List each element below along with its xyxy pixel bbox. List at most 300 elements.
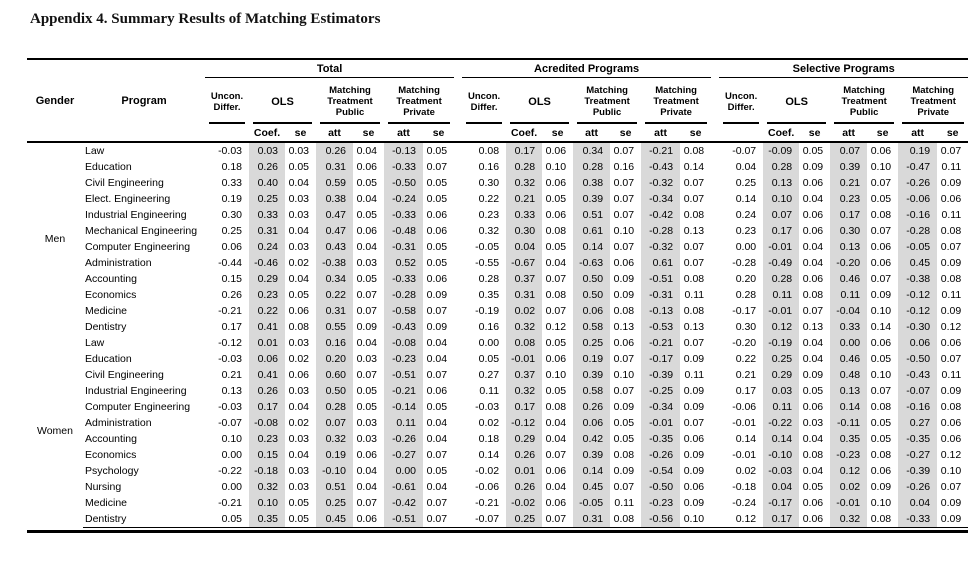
- total-matching-public-att-value: 0.25: [316, 495, 353, 511]
- selective-ols-coef-value: 0.28: [763, 271, 799, 287]
- program-label: Mechanical Engineering: [85, 225, 198, 237]
- selective-matching-private-att-value: -0.26: [898, 175, 937, 191]
- selective-ols-coef-value: -0.03: [763, 463, 799, 479]
- acredited-matching-private-att-value: -0.28: [641, 223, 680, 239]
- selective-matching-private-se-value: 0.07: [940, 241, 962, 253]
- column-gap: [711, 399, 719, 415]
- total-uncon-differ-value: -0.12: [218, 337, 242, 349]
- selective-matching-private-se-value: 0.09: [940, 177, 962, 189]
- total-matching-public-se-value: 0.05: [356, 209, 377, 221]
- total-matching-private-se-value: 0.07: [426, 305, 448, 317]
- total-ols-se-value: 0.03: [288, 209, 309, 221]
- total-ols-se-value: 0.08: [288, 321, 309, 333]
- acredited-matching-public-se-value: 0.07: [613, 145, 635, 157]
- total-ols-coef-value: 0.26: [249, 159, 285, 175]
- acredited-ols-se-value: 0.08: [545, 401, 567, 413]
- acredited-ols-se-value: 0.06: [545, 353, 567, 365]
- acredited-matching-public-se-value: 0.09: [613, 465, 635, 477]
- acredited-matching-public-att-value: 0.31: [573, 511, 610, 528]
- column-gap: [711, 303, 719, 319]
- acredited-matching-private-se-value: 0.13: [683, 225, 705, 237]
- selective-ols-coef-value: 0.11: [763, 287, 799, 303]
- selective-matching-public-att-value: 0.02: [830, 479, 867, 495]
- total-ols-se-value: 0.03: [288, 433, 309, 445]
- table-row: [27, 223, 968, 239]
- selective-matching-private-att-value: -0.16: [898, 207, 937, 223]
- program-label: Education: [85, 161, 132, 173]
- total-ols-se-value: 0.02: [288, 417, 309, 429]
- acredited-matching-private-se-value: 0.08: [683, 273, 705, 285]
- column-gap: [454, 223, 462, 239]
- total-matching-public-se-value: 0.04: [356, 145, 377, 157]
- results-table: [27, 58, 968, 533]
- program-label: Nursing: [85, 481, 122, 493]
- selective-matching-private-att-value: 0.06: [898, 335, 937, 351]
- selective-matching-private-se-value: 0.06: [940, 417, 962, 429]
- acredited-matching-public-se-value: 0.09: [613, 401, 635, 413]
- selective-ols-se-value: 0.04: [802, 337, 824, 349]
- total-uncon-differ-value: 0.00: [221, 449, 242, 461]
- total-uncon-differ-value: 0.13: [221, 385, 242, 397]
- total-uncon-differ-value: -0.03: [218, 401, 242, 413]
- selective-uncon-differ-value: 0.00: [735, 241, 757, 253]
- total-matching-private-att-value: -0.26: [384, 431, 423, 447]
- selective-uncon-differ-value: 0.02: [735, 465, 757, 477]
- total-matching-public-att-value: 0.31: [316, 303, 353, 319]
- group-header-acredited: Acredited Programs: [462, 59, 711, 78]
- selective-matching-public-se-value: 0.08: [870, 209, 892, 221]
- selective-matching-public-se-value: 0.08: [870, 401, 892, 413]
- total-matching-public-att-value: 0.26: [316, 142, 353, 159]
- total-uncon-differ-value: 0.15: [221, 273, 242, 285]
- total-matching-private-se-value: 0.05: [426, 193, 448, 205]
- acredited-matching-public-att-value: 0.39: [573, 367, 610, 383]
- selective-matching-private-att-value: -0.16: [898, 399, 937, 415]
- acredited-ols-se-value: 0.04: [545, 433, 567, 445]
- total-matching-public-se-value: 0.06: [356, 161, 377, 173]
- acredited-uncon-differ-value: 0.02: [478, 417, 500, 429]
- acredited-matching-private-se-value: 0.09: [683, 465, 705, 477]
- total-ols-coef-value: -0.46: [249, 255, 285, 271]
- acredited-ols-coef-value: 0.31: [506, 287, 542, 303]
- acredited-ols-se-value: 0.06: [545, 177, 567, 189]
- acredited-ols-se-value: 0.07: [545, 305, 567, 317]
- matching-private-header: Matching Treatment Private: [898, 78, 968, 126]
- total-ols-coef-value: 0.15: [249, 447, 285, 463]
- acredited-matching-public-se-value: 0.11: [614, 497, 635, 509]
- column-gap: [711, 383, 719, 399]
- total-ols-se-value: 0.06: [288, 305, 309, 317]
- acredited-matching-public-se-value: 0.16: [613, 161, 635, 173]
- acredited-ols-se-value: 0.05: [545, 193, 567, 205]
- program-label: Civil Engineering: [85, 177, 164, 189]
- coef-header: Coef.: [506, 125, 542, 142]
- acredited-matching-public-att-value: 0.50: [573, 271, 610, 287]
- selective-ols-coef-value: 0.13: [763, 175, 799, 191]
- total-matching-private-att-value: -0.48: [384, 223, 423, 239]
- acredited-uncon-differ-value: -0.06: [475, 481, 500, 493]
- acredited-matching-public-se-value: 0.06: [613, 337, 635, 349]
- column-gap: [711, 463, 719, 479]
- selective-matching-private-se-value: 0.11: [941, 209, 962, 221]
- total-matching-public-att-value: 0.22: [316, 287, 353, 303]
- acredited-matching-private-se-value: 0.09: [683, 401, 705, 413]
- total-matching-public-se-value: 0.04: [356, 241, 377, 253]
- acredited-matching-private-att-value: -0.43: [641, 159, 680, 175]
- selective-uncon-differ-value: 0.28: [735, 289, 757, 301]
- total-ols-se-value: 0.04: [288, 401, 309, 413]
- total-matching-public-se-value: 0.07: [356, 369, 377, 381]
- selective-uncon-differ-value: -0.01: [732, 417, 757, 429]
- total-matching-private-att-value: -0.14: [384, 399, 423, 415]
- total-matching-public-att-value: 0.59: [316, 175, 353, 191]
- program-column-header: Program: [83, 59, 205, 142]
- program-label: Dentistry: [85, 321, 127, 333]
- selective-matching-public-att-value: 0.30: [830, 223, 867, 239]
- matching-public-header: Matching Treatment Public: [830, 78, 898, 126]
- acredited-ols-coef-value: -0.02: [506, 495, 542, 511]
- total-uncon-differ-value: 0.30: [221, 209, 242, 221]
- acredited-matching-private-att-value: -0.13: [641, 303, 680, 319]
- gender-label: Women: [37, 425, 73, 438]
- selective-uncon-differ-value: 0.17: [735, 385, 757, 397]
- column-gap: [711, 142, 719, 159]
- acredited-ols-se-value: 0.04: [545, 257, 567, 269]
- acredited-matching-public-att-value: 0.58: [573, 319, 610, 335]
- column-gap: [454, 415, 462, 431]
- table-row: [27, 367, 968, 383]
- total-matching-public-se-value: 0.07: [356, 289, 377, 301]
- total-matching-private-se-value: 0.05: [426, 401, 448, 413]
- total-matching-public-se-value: 0.07: [356, 497, 377, 509]
- total-matching-private-att-value: -0.43: [384, 319, 423, 335]
- acredited-matching-private-se-value: 0.13: [683, 321, 705, 333]
- acredited-ols-coef-value: 0.37: [506, 271, 542, 287]
- program-label: Psychology: [85, 465, 139, 477]
- acredited-matching-public-se-value: 0.07: [613, 193, 635, 205]
- total-matching-public-se-value: 0.04: [356, 481, 377, 493]
- table-row: [27, 287, 968, 303]
- acredited-uncon-differ-value: 0.14: [478, 449, 500, 461]
- total-ols-se-value: 0.03: [288, 241, 309, 253]
- total-matching-private-se-value: 0.09: [426, 289, 448, 301]
- total-ols-se-value: 0.05: [288, 289, 309, 301]
- selective-matching-public-se-value: 0.07: [870, 225, 892, 237]
- column-gap: [454, 351, 462, 367]
- selective-uncon-differ-value: 0.14: [735, 433, 757, 445]
- acredited-uncon-differ-value: 0.08: [478, 145, 500, 157]
- acredited-matching-public-se-value: 0.07: [613, 177, 635, 189]
- acredited-matching-public-att-value: 0.39: [573, 447, 610, 463]
- total-ols-coef-value: 0.32: [249, 479, 285, 495]
- selective-uncon-differ-value: 0.22: [735, 353, 757, 365]
- column-gap: [711, 287, 719, 303]
- column-gap: [711, 223, 719, 239]
- att-header: att: [830, 125, 867, 142]
- column-gap: [711, 351, 719, 367]
- se-header: se: [285, 125, 316, 142]
- total-ols-coef-value: -0.08: [249, 415, 285, 431]
- empty-subheader: [205, 125, 249, 142]
- selective-matching-private-se-value: 0.06: [940, 337, 962, 349]
- total-uncon-differ-value: 0.17: [221, 321, 242, 333]
- total-ols-coef-value: 0.35: [249, 511, 285, 528]
- acredited-ols-coef-value: 0.17: [506, 142, 542, 159]
- coef-header: Coef.: [249, 125, 285, 142]
- selective-matching-public-se-value: 0.09: [870, 481, 892, 493]
- selective-ols-se-value: 0.09: [802, 161, 824, 173]
- total-matching-private-se-value: 0.07: [426, 497, 448, 509]
- total-matching-public-att-value: 0.19: [316, 447, 353, 463]
- selective-matching-public-att-value: 0.00: [830, 335, 867, 351]
- selective-uncon-differ-value: 0.20: [735, 273, 757, 285]
- ols-header: OLS: [506, 78, 573, 126]
- total-matching-public-se-value: 0.05: [356, 177, 377, 189]
- column-gap: [454, 255, 462, 271]
- column-gap: [454, 511, 462, 528]
- page-title: Appendix 4. Summary Results of Matching Estimators: [30, 11, 381, 27]
- selective-matching-private-se-value: 0.12: [940, 321, 962, 333]
- selective-uncon-differ-value: 0.21: [735, 369, 757, 381]
- column-gap: [454, 431, 462, 447]
- program-label: Medicine: [85, 497, 128, 509]
- total-matching-private-att-value: -0.28: [384, 287, 423, 303]
- ols-header: OLS: [249, 78, 316, 126]
- total-ols-se-value: 0.05: [288, 161, 309, 173]
- total-matching-private-se-value: 0.07: [426, 369, 448, 381]
- total-matching-public-att-value: -0.10: [316, 463, 353, 479]
- coef-header: Coef.: [763, 125, 799, 142]
- total-matching-public-att-value: -0.38: [316, 255, 353, 271]
- selective-uncon-differ-value: -0.17: [732, 305, 757, 317]
- acredited-uncon-differ-value: 0.28: [478, 273, 500, 285]
- total-uncon-differ-value: 0.25: [221, 225, 242, 237]
- selective-matching-public-att-value: -0.20: [830, 255, 867, 271]
- total-matching-private-att-value: -0.51: [384, 367, 423, 383]
- total-matching-public-se-value: 0.07: [356, 305, 377, 317]
- selective-ols-coef-value: 0.28: [763, 159, 799, 175]
- column-gap: [711, 367, 719, 383]
- selective-matching-public-att-value: 0.11: [830, 287, 867, 303]
- selective-ols-se-value: 0.06: [802, 497, 824, 509]
- matching-private-header: Matching Treatment Private: [384, 78, 454, 126]
- selective-ols-coef-value: -0.01: [763, 303, 799, 319]
- total-matching-public-se-value: 0.04: [356, 337, 377, 349]
- total-ols-se-value: 0.04: [288, 273, 309, 285]
- acredited-ols-coef-value: 0.32: [506, 383, 542, 399]
- selective-matching-public-se-value: 0.10: [870, 161, 892, 173]
- acredited-ols-coef-value: 0.30: [506, 223, 542, 239]
- acredited-ols-coef-value: 0.33: [506, 207, 542, 223]
- table-row: [27, 142, 968, 159]
- total-matching-private-se-value: 0.06: [426, 385, 448, 397]
- selective-ols-coef-value: -0.10: [763, 447, 799, 463]
- total-matching-private-att-value: -0.24: [384, 191, 423, 207]
- acredited-ols-se-value: 0.07: [545, 449, 567, 461]
- se-header: se: [423, 125, 454, 142]
- selective-matching-public-se-value: 0.06: [870, 337, 892, 349]
- total-matching-public-se-value: 0.06: [356, 449, 377, 461]
- total-ols-coef-value: 0.31: [249, 223, 285, 239]
- total-uncon-differ-value: -0.44: [218, 257, 242, 269]
- acredited-uncon-differ-value: 0.22: [478, 193, 500, 205]
- group-header-total: Total: [205, 59, 454, 78]
- acredited-matching-public-att-value: 0.45: [573, 479, 610, 495]
- total-uncon-differ-value: 0.06: [221, 241, 242, 253]
- selective-uncon-differ-value: 0.14: [735, 193, 757, 205]
- program-label: Administration: [85, 257, 152, 269]
- selective-matching-public-att-value: 0.12: [830, 463, 867, 479]
- selective-matching-private-se-value: 0.06: [940, 193, 962, 205]
- total-ols-se-value: 0.03: [288, 337, 309, 349]
- acredited-ols-coef-value: 0.32: [506, 319, 542, 335]
- selective-ols-se-value: 0.06: [802, 209, 824, 221]
- total-matching-public-se-value: 0.09: [356, 321, 377, 333]
- selective-matching-private-att-value: -0.26: [898, 479, 937, 495]
- total-uncon-differ-value: 0.00: [221, 481, 242, 493]
- table-row: [27, 479, 968, 495]
- total-ols-se-value: 0.03: [288, 193, 309, 205]
- column-gap: [711, 335, 719, 351]
- acredited-matching-public-se-value: 0.09: [613, 273, 635, 285]
- selective-ols-se-value: 0.04: [802, 257, 824, 269]
- program-label: Accounting: [85, 433, 137, 445]
- selective-ols-coef-value: 0.17: [763, 511, 799, 528]
- acredited-matching-public-att-value: 0.26: [573, 399, 610, 415]
- acredited-matching-public-att-value: 0.58: [573, 383, 610, 399]
- column-gap: [454, 447, 462, 463]
- selective-ols-se-value: 0.03: [802, 417, 824, 429]
- table-row: [27, 511, 968, 528]
- total-ols-coef-value: 0.01: [249, 335, 285, 351]
- acredited-matching-private-se-value: 0.09: [683, 449, 705, 461]
- acredited-ols-se-value: 0.04: [545, 417, 567, 429]
- selective-matching-private-att-value: -0.50: [898, 351, 937, 367]
- selective-ols-coef-value: 0.25: [763, 351, 799, 367]
- total-ols-se-value: 0.03: [288, 465, 309, 477]
- total-ols-se-value: 0.04: [288, 449, 309, 461]
- acredited-ols-se-value: 0.07: [542, 511, 573, 528]
- selective-matching-private-se-value: 0.06: [940, 433, 962, 445]
- acredited-matching-public-att-value: 0.34: [573, 142, 610, 159]
- selective-matching-public-se-value: 0.06: [870, 241, 892, 253]
- program-label: Education: [85, 353, 132, 365]
- selective-matching-private-att-value: -0.35: [898, 431, 937, 447]
- selective-ols-coef-value: 0.03: [763, 383, 799, 399]
- selective-ols-se-value: 0.04: [802, 433, 824, 445]
- total-uncon-differ-value: -0.22: [218, 465, 242, 477]
- total-ols-se-value: 0.02: [288, 257, 309, 269]
- selective-matching-public-att-value: 0.32: [830, 511, 867, 528]
- acredited-matching-public-att-value: 0.50: [573, 287, 610, 303]
- table-row: [27, 335, 968, 351]
- selective-ols-se-value: 0.06: [802, 225, 824, 237]
- acredited-ols-coef-value: 0.26: [506, 447, 542, 463]
- selective-matching-public-se-value: 0.06: [870, 257, 892, 269]
- se-header: se: [353, 125, 384, 142]
- selective-matching-private-att-value: -0.43: [898, 367, 937, 383]
- selective-matching-public-se-value: 0.07: [870, 177, 892, 189]
- acredited-matching-private-att-value: -0.34: [641, 191, 680, 207]
- column-gap: [454, 495, 462, 511]
- selective-matching-private-att-value: -0.47: [898, 159, 937, 175]
- acredited-matching-private-se-value: 0.11: [684, 369, 705, 381]
- selective-matching-public-att-value: 0.07: [830, 142, 867, 159]
- matching-public-header: Matching Treatment Public: [316, 78, 384, 126]
- acredited-ols-coef-value: 0.08: [506, 335, 542, 351]
- table-row: [27, 463, 968, 479]
- selective-uncon-differ-value: -0.18: [732, 481, 757, 493]
- selective-matching-private-att-value: -0.12: [898, 303, 937, 319]
- column-gap: [454, 287, 462, 303]
- selective-matching-public-att-value: 0.14: [830, 399, 867, 415]
- selective-matching-public-se-value: 0.06: [870, 145, 892, 157]
- program-label: Economics: [85, 289, 137, 301]
- total-ols-se-value: 0.06: [288, 369, 309, 381]
- selective-ols-se-value: 0.13: [802, 321, 824, 333]
- acredited-matching-private-att-value: -0.31: [641, 287, 680, 303]
- group-header-row: [27, 59, 968, 78]
- total-ols-se-value: 0.02: [288, 353, 309, 365]
- acredited-ols-se-value: 0.12: [545, 321, 567, 333]
- acredited-matching-private-se-value: 0.07: [683, 337, 705, 349]
- selective-matching-private-se-value: 0.08: [940, 273, 962, 285]
- se-header: se: [867, 125, 898, 142]
- acredited-matching-private-att-value: -0.50: [641, 479, 680, 495]
- se-header: se: [799, 125, 830, 142]
- selective-matching-public-att-value: 0.23: [830, 191, 867, 207]
- program-label: Dentistry: [83, 511, 205, 528]
- table-row: [27, 191, 968, 207]
- table-row: [27, 319, 968, 335]
- column-gap: [711, 191, 719, 207]
- selective-matching-public-se-value: 0.05: [870, 193, 892, 205]
- selective-matching-public-se-value: 0.10: [870, 369, 892, 381]
- column-gap: [454, 383, 462, 399]
- total-matching-public-att-value: 0.38: [316, 191, 353, 207]
- total-matching-public-se-value: 0.06: [353, 511, 384, 528]
- column-gap: [454, 191, 462, 207]
- table-row: [27, 431, 968, 447]
- acredited-matching-private-se-value: 0.07: [683, 193, 705, 205]
- total-matching-public-att-value: 0.07: [316, 415, 353, 431]
- selective-uncon-differ-value: -0.20: [732, 337, 757, 349]
- total-uncon-differ-value: 0.05: [205, 511, 249, 528]
- total-matching-public-att-value: 0.28: [316, 399, 353, 415]
- selective-ols-coef-value: 0.10: [763, 191, 799, 207]
- total-matching-private-se-value: 0.06: [426, 273, 448, 285]
- selective-matching-private-att-value: 0.19: [898, 142, 937, 159]
- acredited-matching-public-se-value: 0.08: [610, 511, 641, 528]
- selective-matching-public-se-value: 0.07: [870, 385, 892, 397]
- acredited-matching-public-att-value: -0.05: [573, 495, 610, 511]
- acredited-matching-private-att-value: -0.25: [641, 383, 680, 399]
- acredited-ols-se-value: 0.08: [545, 289, 567, 301]
- column-gap: [454, 59, 462, 142]
- acredited-matching-private-att-value: -0.26: [641, 447, 680, 463]
- column-gap: [454, 175, 462, 191]
- selective-matching-public-att-value: -0.23: [830, 447, 867, 463]
- column-gap: [454, 367, 462, 383]
- selective-matching-private-se-value: 0.10: [940, 465, 962, 477]
- total-ols-coef-value: 0.23: [249, 431, 285, 447]
- acredited-ols-coef-value: 0.02: [506, 303, 542, 319]
- acredited-matching-private-att-value: -0.34: [641, 399, 680, 415]
- selective-matching-public-se-value: 0.07: [870, 273, 892, 285]
- program-label: Law: [85, 145, 105, 157]
- selective-ols-se-value: 0.04: [802, 241, 824, 253]
- acredited-uncon-differ-value: -0.21: [475, 497, 500, 509]
